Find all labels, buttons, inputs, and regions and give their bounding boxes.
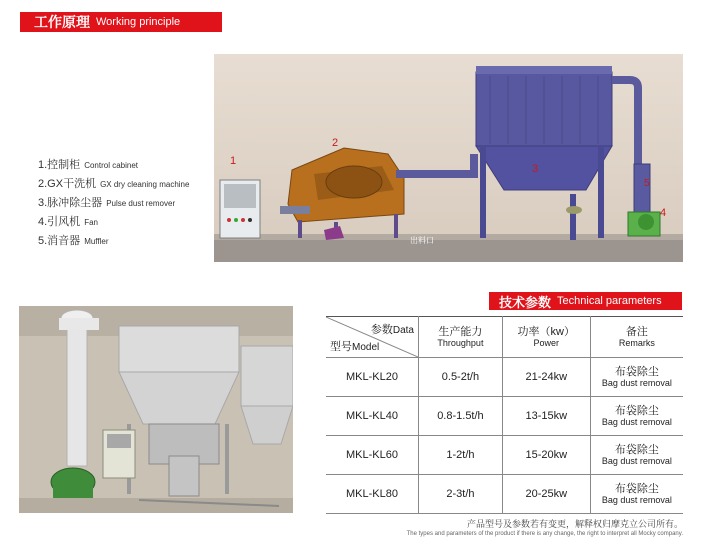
column-header-power: [502, 317, 590, 358]
outlet-label: 出料口: [410, 236, 434, 245]
legend-item-cn: 1.控制柜: [38, 159, 81, 171]
diagram-label-2: 2: [332, 137, 339, 149]
corner-cell: [326, 317, 419, 358]
technical-parameters-title-en: Technical parameters: [557, 295, 662, 307]
legend-item: [38, 194, 218, 213]
column-header-cn: 备注: [625, 325, 648, 338]
footnote: [407, 517, 683, 537]
table-row: [326, 358, 683, 397]
installation-photo: [19, 306, 293, 513]
control-cabinet: [220, 180, 260, 238]
remark-en: Bag dust removal: [601, 455, 672, 466]
process-diagram: [214, 54, 683, 262]
legend-item-en: Fan: [84, 218, 98, 227]
legend-item-en: Muffler: [84, 237, 109, 246]
remarks-cell: [590, 358, 683, 397]
legend-item-en: Pulse dust remover: [106, 199, 176, 208]
table-row: [326, 397, 683, 436]
remarks-cell: [590, 475, 683, 514]
column-header-en: Throughput: [437, 337, 484, 348]
power-cell: 20-25kw: [502, 475, 590, 514]
legend-item-cn: 2.GX干洗机: [38, 178, 97, 190]
working-principle-title-cn: 工作原理: [34, 14, 90, 30]
diagram-label-1: 1: [230, 155, 237, 167]
corner-bottom-en: Model: [352, 342, 380, 353]
remarks-cell: [590, 436, 683, 475]
legend-item-en: Control cabinet: [84, 161, 138, 170]
table-row: [326, 475, 683, 514]
throughput-cell: 0.5-2t/h: [419, 358, 503, 397]
duct-horizontal: [396, 170, 476, 178]
throughput-cell: 2-3t/h: [419, 475, 503, 514]
diagram-background: [214, 54, 683, 262]
table-header-row: [326, 317, 683, 358]
throughput-cell: 0.8-1.5t/h: [419, 397, 503, 436]
diagram-label-4: 4: [660, 207, 667, 219]
model-cell: MKL-KL40: [326, 397, 419, 436]
remark-cn: 布袋除尘: [614, 365, 659, 378]
component-legend: [38, 156, 218, 251]
column-header-throughput: [419, 317, 503, 358]
corner-top-label: [371, 321, 414, 337]
remark-cn: 布袋除尘: [614, 443, 659, 456]
legend-item-cn: 3.脉冲除尘器: [38, 197, 103, 209]
remark-en: Bag dust removal: [601, 416, 672, 427]
corner-bottom-label: [330, 338, 379, 354]
column-header-en: Power: [533, 337, 560, 348]
remark-cn: 布袋除尘: [614, 482, 659, 495]
column-header-en: Remarks: [618, 337, 655, 348]
table-row: [326, 436, 683, 475]
corner-top-cn: 参数: [370, 324, 393, 336]
legend-item: [38, 175, 218, 194]
power-cell: 15-20kw: [502, 436, 590, 475]
footnote-cn: 产品型号及参数若有变更，解释权归摩克立公司所有。: [466, 519, 683, 529]
legend-item-cn: 4.引风机: [38, 216, 81, 228]
working-principle-header: [20, 12, 222, 32]
corner-top-en: Data: [392, 325, 414, 336]
legend-item-en: GX dry cleaning machine: [100, 180, 190, 189]
model-cell: MKL-KL80: [326, 475, 419, 514]
duct-vertical: [470, 154, 478, 178]
power-cell: 13-15kw: [502, 397, 590, 436]
model-cell: MKL-KL60: [326, 436, 419, 475]
remark-cn: 布袋除尘: [614, 404, 659, 417]
legend-item: [38, 232, 218, 251]
technical-parameters-title-cn: 技术参数: [499, 294, 552, 310]
corner-bottom-cn: 型号: [330, 341, 352, 353]
diagram-floor: [214, 239, 683, 262]
parameters-table: [326, 316, 683, 514]
legend-item: [38, 156, 218, 175]
model-cell: MKL-KL20: [326, 358, 419, 397]
diagram-label-5: 5: [644, 178, 650, 189]
remark-en: Bag dust removal: [601, 494, 672, 505]
power-cell: 21-24kw: [502, 358, 590, 397]
column-header-remarks: [590, 317, 683, 358]
legend-item-cn: 5.消音器: [38, 235, 81, 247]
working-principle-title-en: Working principle: [96, 16, 181, 28]
footnote-en: The types and parameters of the product if there is any change, the right to interpret all Mocky company.: [406, 531, 683, 537]
column-header-cn: 生产能力: [438, 325, 483, 338]
legend-item: [38, 213, 218, 232]
diagram-label-3: 3: [532, 163, 539, 175]
fan: [628, 212, 660, 236]
throughput-cell: 1-2t/h: [419, 436, 503, 475]
column-header-cn: 功率（kw）: [517, 325, 575, 338]
diagram-floor-edge: [214, 234, 683, 240]
remark-en: Bag dust removal: [601, 377, 672, 388]
remarks-cell: [590, 397, 683, 436]
technical-parameters-header: [489, 292, 682, 310]
